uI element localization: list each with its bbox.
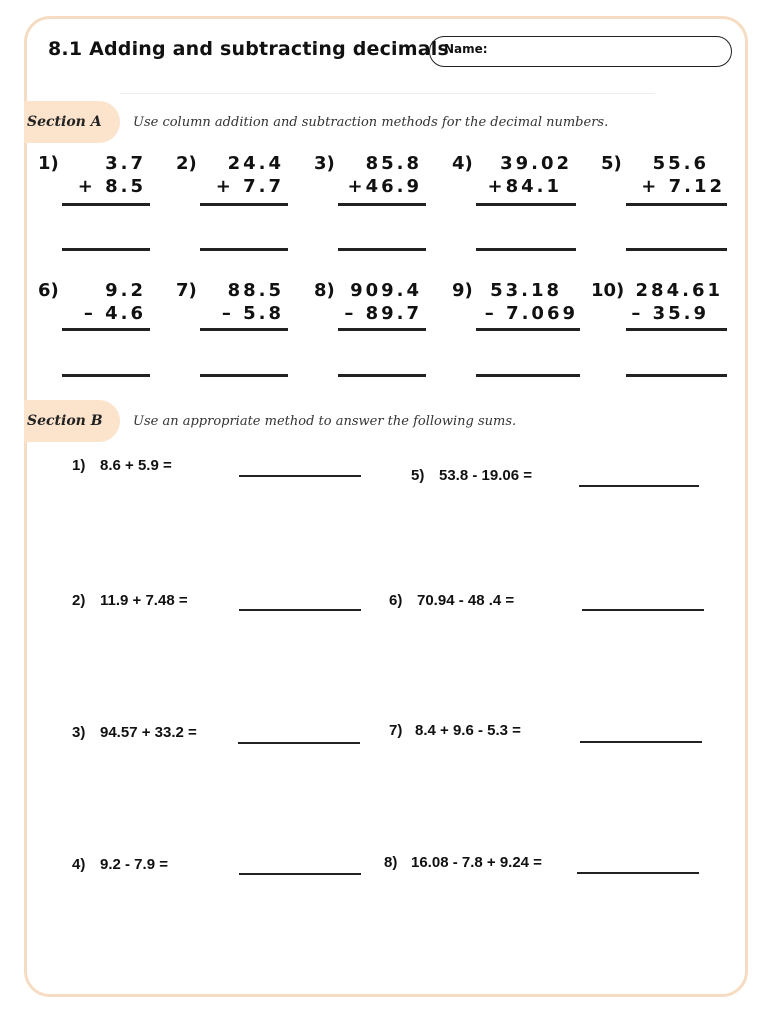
- answer-line[interactable]: [200, 248, 288, 251]
- answer-line[interactable]: [338, 248, 426, 251]
- answer-line[interactable]: [338, 374, 426, 377]
- difference-line: [476, 328, 580, 331]
- column-problem: [591, 280, 727, 380]
- problem-top-number: 284.61: [635, 280, 723, 301]
- section-b-label: Section B: [27, 413, 103, 429]
- column-problem: [314, 280, 426, 380]
- problem-bottom-number: + 7.7: [215, 176, 284, 197]
- problem-bottom-number: + 7.12: [641, 176, 725, 197]
- answer-line[interactable]: [62, 374, 150, 377]
- sum-number: 7): [389, 722, 403, 739]
- answer-line[interactable]: [626, 374, 727, 377]
- answer-line[interactable]: [580, 741, 702, 743]
- sum-line: [338, 203, 426, 206]
- problem-top-number: 53.18: [490, 280, 562, 301]
- sum-expression: 94.57 + 33.2 =: [100, 724, 197, 741]
- problem-number: 10): [591, 280, 625, 301]
- problem-number: 9): [452, 280, 473, 301]
- problem-top-number: 39.02: [500, 153, 572, 174]
- answer-line[interactable]: [62, 248, 150, 251]
- sum-expression: 9.2 - 7.9 =: [100, 856, 168, 873]
- sum-line: [476, 203, 576, 206]
- problem-number: 5): [601, 153, 622, 174]
- sum-number: 1): [72, 457, 86, 474]
- sum-line: [626, 203, 727, 206]
- problem-top-number: 3.7: [105, 153, 146, 174]
- column-problem: [176, 280, 288, 380]
- difference-line: [200, 328, 288, 331]
- answer-line[interactable]: [476, 248, 576, 251]
- problem-bottom-number: – 89.7: [344, 303, 422, 324]
- problem-bottom-number: – 7.069: [484, 303, 578, 324]
- section-a-tab: [24, 101, 120, 143]
- sum-expression: 70.94 - 48 .4 =: [417, 592, 515, 609]
- problem-top-number: 85.8: [365, 153, 422, 174]
- column-problem: [38, 153, 150, 253]
- problem-number: 3): [314, 153, 335, 174]
- sum-expression: 16.08 - 7.8 + 9.24 =: [411, 854, 542, 871]
- section-a-label: Section A: [27, 114, 102, 130]
- column-problem: [452, 280, 580, 380]
- column-problem: [314, 153, 426, 253]
- answer-line[interactable]: [577, 872, 699, 874]
- column-problem: [176, 153, 288, 253]
- problem-bottom-number: + 8.5: [77, 176, 146, 197]
- problem-number: 2): [176, 153, 197, 174]
- column-problem: [601, 153, 727, 253]
- difference-line: [626, 328, 727, 331]
- column-problem: [38, 280, 150, 380]
- sum-expression: 11.9 + 7.48 =: [100, 592, 188, 609]
- answer-line[interactable]: [476, 374, 580, 377]
- problem-top-number: 909.4: [350, 280, 422, 301]
- sum-number: 3): [72, 724, 86, 741]
- problem-bottom-number: +84.1: [487, 176, 562, 197]
- sum-number: 4): [72, 856, 86, 873]
- section-b-tab: [24, 400, 120, 442]
- problem-number: 6): [38, 280, 59, 301]
- answer-line[interactable]: [239, 609, 361, 611]
- header-divider: [120, 93, 655, 94]
- problem-top-number: 88.5: [227, 280, 284, 301]
- section-b-instruction: Use an appropriate method to answer the following sums.: [133, 414, 517, 429]
- sum-number: 6): [389, 592, 403, 609]
- sum-number: 2): [72, 592, 86, 609]
- section-a-instruction: Use column addition and subtraction methods for the decimal numbers.: [133, 115, 609, 130]
- problem-bottom-number: – 5.8: [221, 303, 284, 324]
- problem-number: 4): [452, 153, 473, 174]
- name-label: Name:: [444, 42, 488, 56]
- page-title: 8.1 Adding and subtracting decimals: [48, 38, 450, 60]
- answer-line[interactable]: [239, 873, 361, 875]
- difference-line: [62, 328, 150, 331]
- sum-number: 8): [384, 854, 398, 871]
- answer-line[interactable]: [239, 475, 361, 477]
- column-problem: [452, 153, 576, 253]
- sum-line: [62, 203, 150, 206]
- answer-line[interactable]: [626, 248, 727, 251]
- answer-line[interactable]: [579, 485, 699, 487]
- problem-top-number: 24.4: [227, 153, 284, 174]
- problem-bottom-number: – 4.6: [83, 303, 146, 324]
- sum-expression: 8.6 + 5.9 =: [100, 457, 172, 474]
- sum-line: [200, 203, 288, 206]
- problem-number: 1): [38, 153, 59, 174]
- answer-line[interactable]: [582, 609, 704, 611]
- sum-expression: 53.8 - 19.06 =: [439, 467, 532, 484]
- sum-expression: 8.4 + 9.6 - 5.3 =: [415, 722, 521, 739]
- problem-bottom-number: +46.9: [347, 176, 422, 197]
- problem-number: 8): [314, 280, 335, 301]
- problem-top-number: 9.2: [105, 280, 146, 301]
- problem-number: 7): [176, 280, 197, 301]
- name-field[interactable]: [429, 36, 732, 67]
- difference-line: [338, 328, 426, 331]
- answer-line[interactable]: [200, 374, 288, 377]
- problem-bottom-number: – 35.9: [631, 303, 709, 324]
- problem-top-number: 55.6: [652, 153, 709, 174]
- sum-number: 5): [411, 467, 425, 484]
- answer-line[interactable]: [238, 742, 360, 744]
